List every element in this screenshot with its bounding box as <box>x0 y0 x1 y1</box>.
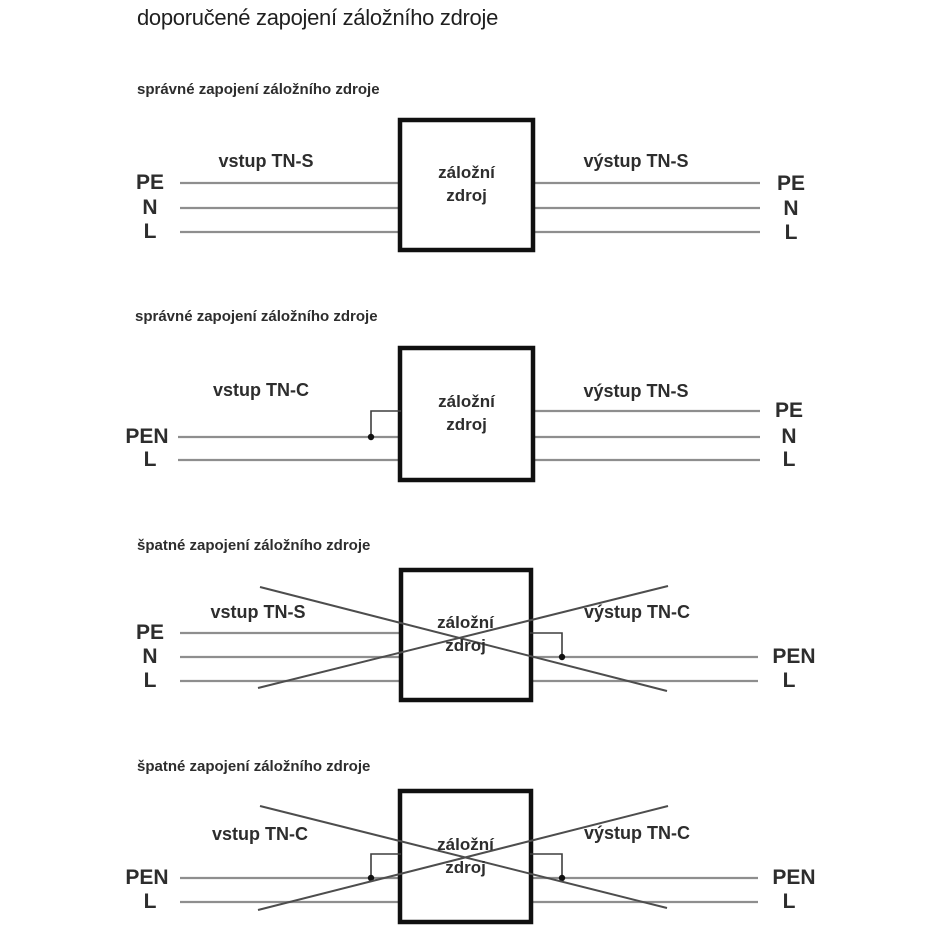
s1-right-label-n: N <box>783 197 799 220</box>
s4-box-label-line2: zdroj <box>445 858 486 877</box>
s2-left-label-pen: PEN <box>125 425 169 448</box>
s3-output-label: výstup TN-C <box>583 602 691 622</box>
s1-left-label-l: L <box>143 220 157 243</box>
s3-junction-dot <box>559 654 565 660</box>
s3-right-label-l: L <box>782 669 796 692</box>
s4-input-label: vstup TN-C <box>212 824 308 844</box>
s3-left-label-pe: PE <box>135 621 165 644</box>
s2-input-label: vstup TN-C <box>213 380 309 400</box>
s1-box-label-line2: zdroj <box>446 186 487 205</box>
s4-left-label-l: L <box>143 890 157 913</box>
s3-heading: špatné zapojení záložního zdroje <box>137 537 371 554</box>
s3-left-label-l: L <box>143 669 157 692</box>
s3-right-label-pen: PEN <box>772 645 816 668</box>
s2-right-label-l: L <box>782 448 796 471</box>
s1-left-label-pe: PE <box>135 171 165 194</box>
s2-output-label: výstup TN-S <box>583 381 689 401</box>
s2-input-bridge <box>371 411 401 437</box>
s4-left-label-pen: PEN <box>125 866 169 889</box>
s4-right-label-l: L <box>782 890 796 913</box>
s2-junction-dot <box>368 434 374 440</box>
s1-right-label-l: L <box>784 221 798 244</box>
backup-source-boxes <box>400 120 533 922</box>
s1-box-label-line1: záložní <box>438 163 495 182</box>
s4-box-label-line1: záložní <box>437 835 494 854</box>
s3-box-label <box>399 611 532 657</box>
s3-left-label-n: N <box>142 645 158 668</box>
s1-input-label: vstup TN-S <box>218 151 314 171</box>
s1-output-label: výstup TN-S <box>583 151 689 171</box>
s2-left-label-l: L <box>143 448 157 471</box>
s1-left-label-n: N <box>142 196 158 219</box>
page-title: doporučené zapojení záložního zdroje <box>137 5 499 30</box>
s4-output-label: výstup TN-C <box>583 823 691 843</box>
s4-box-label <box>399 833 532 879</box>
s3-box-label-line2: zdroj <box>445 636 486 655</box>
s2-right-label-pe: PE <box>774 399 804 422</box>
s1-heading: správné zapojení záložního zdroje <box>137 81 380 98</box>
s1-box-label <box>400 161 533 207</box>
s2-box-label <box>400 390 533 436</box>
s2-right-label-n: N <box>781 425 797 448</box>
s4-heading: špatné zapojení záložního zdroje <box>137 758 371 775</box>
s3-input-label: vstup TN-S <box>210 602 306 622</box>
s4-right-label-pen: PEN <box>772 866 816 889</box>
s1-right-label-pe: PE <box>776 172 806 195</box>
s3-box-label-line1: záložní <box>437 613 494 632</box>
s2-box-label-line2: zdroj <box>446 415 487 434</box>
s2-heading: správné zapojení záložního zdroje <box>135 308 378 325</box>
s3-output-bridge <box>530 633 562 657</box>
s2-box-label-line1: záložní <box>438 392 495 411</box>
